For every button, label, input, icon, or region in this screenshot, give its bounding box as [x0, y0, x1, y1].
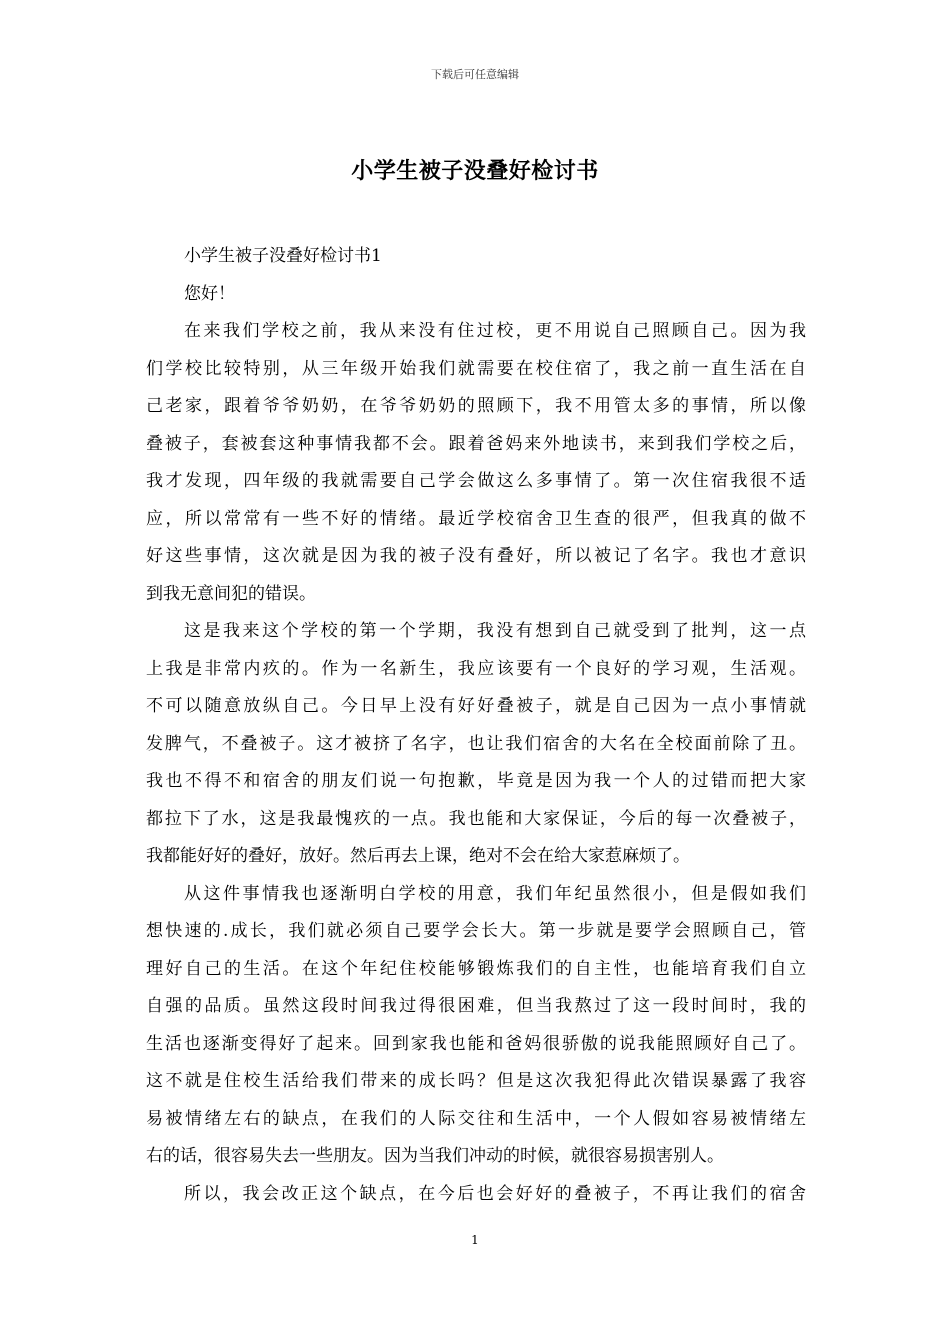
page-header: 下载后可任意编辑 — [431, 68, 519, 81]
paragraph-3 — [146, 876, 806, 1176]
paragraph-line: 从这件事情我也逐渐明白学校的用意，我们年纪虽然很小，但是假如我们 — [184, 883, 806, 904]
paragraph-line: 到我无意间犯的错误。 — [146, 583, 316, 604]
paragraph-line: 右的话，很容易失去一些朋友。因为当我们冲动的时候，就很容易损害别人。 — [146, 1146, 724, 1166]
paragraph-line: 理好自己的生活。在这个年纪住校能够锻炼我们的自主性，也能培育我们自立 — [146, 958, 806, 979]
paragraph-line: 在来我们学校之前，我从来没有住过校，更不用说自己照顾自己。因为我 — [184, 321, 806, 341]
paragraph-line: 都拉下了水，这是我最愧疚的一点。我也能和大家保证，今后的每一次叠被子， — [146, 808, 806, 829]
paragraph-line: 想快速的.成长，我们就必须自己要学会长大。第一步就是要学会照顾自己，管 — [146, 921, 806, 941]
paragraph-line: 们学校比较特别，从三年级开始我们就需要在校住宿了，我之前一直生活在自 — [146, 358, 806, 379]
paragraph-2 — [146, 613, 806, 876]
paragraph-line: 我才发现，四年级的我就需要自己学会做这么多事情了。第一次住宿我很不适 — [146, 471, 806, 491]
paragraph-line: 所以，我会改正这个缺点，在今后也会好好的叠被子，不再让我们的宿舍 — [184, 1183, 806, 1204]
page-number: 1 — [471, 1233, 479, 1247]
paragraph-line: 我也不得不和宿舍的朋友们说一句抱歉，毕竟是因为我一个人的过错而把大家 — [146, 771, 806, 791]
paragraph-line: 我都能好好的叠好，放好。然后再去上课，绝对不会在给大家惹麻烦了。 — [146, 846, 690, 866]
document-title: 小学生被子没叠好检讨书 — [351, 158, 599, 184]
paragraph-line: 应，所以常常有一些不好的情绪。最近学校宿舍卫生查的很严，但我真的做不 — [146, 508, 806, 529]
paragraph-line: 这不就是住校生活给我们带来的成长吗？但是这次我犯得此次错误暴露了我容 — [146, 1071, 806, 1091]
section-heading: 小学生被子没叠好检讨书1 — [184, 246, 382, 266]
paragraph-line: 生活也逐渐变得好了起来。回到家我也能和爸妈很骄傲的说我能照顾好自己了。 — [146, 1033, 806, 1054]
paragraph-line: 己老家，跟着爷爷奶奶，在爷爷奶奶的照顾下，我不用管太多的事情，所以像 — [146, 396, 806, 416]
paragraph-line: 自强的品质。虽然这段时间我过得很困难，但当我熬过了这一段时间时，我的 — [146, 996, 806, 1016]
paragraph-line: 上我是非常内疚的。作为一名新生，我应该要有一个良好的学习观，生活观。 — [146, 658, 806, 679]
paragraph-line: 好这些事情，这次就是因为我的被子没有叠好，所以被记了名字。我也才意识 — [146, 546, 806, 566]
paragraph-line: 叠被子，套被套这种事情我都不会。跟着爸妈来外地读书，来到我们学校之后， — [146, 433, 806, 454]
paragraph-line: 发脾气，不叠被子。这才被挤了名字，也让我们宿舍的大名在全校面前除了丑。 — [146, 733, 806, 754]
paragraph-1 — [146, 313, 806, 613]
paragraph-line: 这是我来这个学校的第一个学期，我没有想到自己就受到了批判，这一点 — [184, 621, 806, 641]
document-body — [146, 238, 806, 1213]
paragraph-line: 不可以随意放纵自己。今日早上没有好好叠被子，就是自己因为一点小事情就 — [146, 696, 806, 716]
greeting: 您好！ — [184, 283, 235, 304]
paragraph-4 — [146, 1176, 806, 1214]
paragraph-line: 易被情绪左右的缺点，在我们的人际交往和生活中，一个人假如容易被情绪左 — [146, 1108, 806, 1129]
